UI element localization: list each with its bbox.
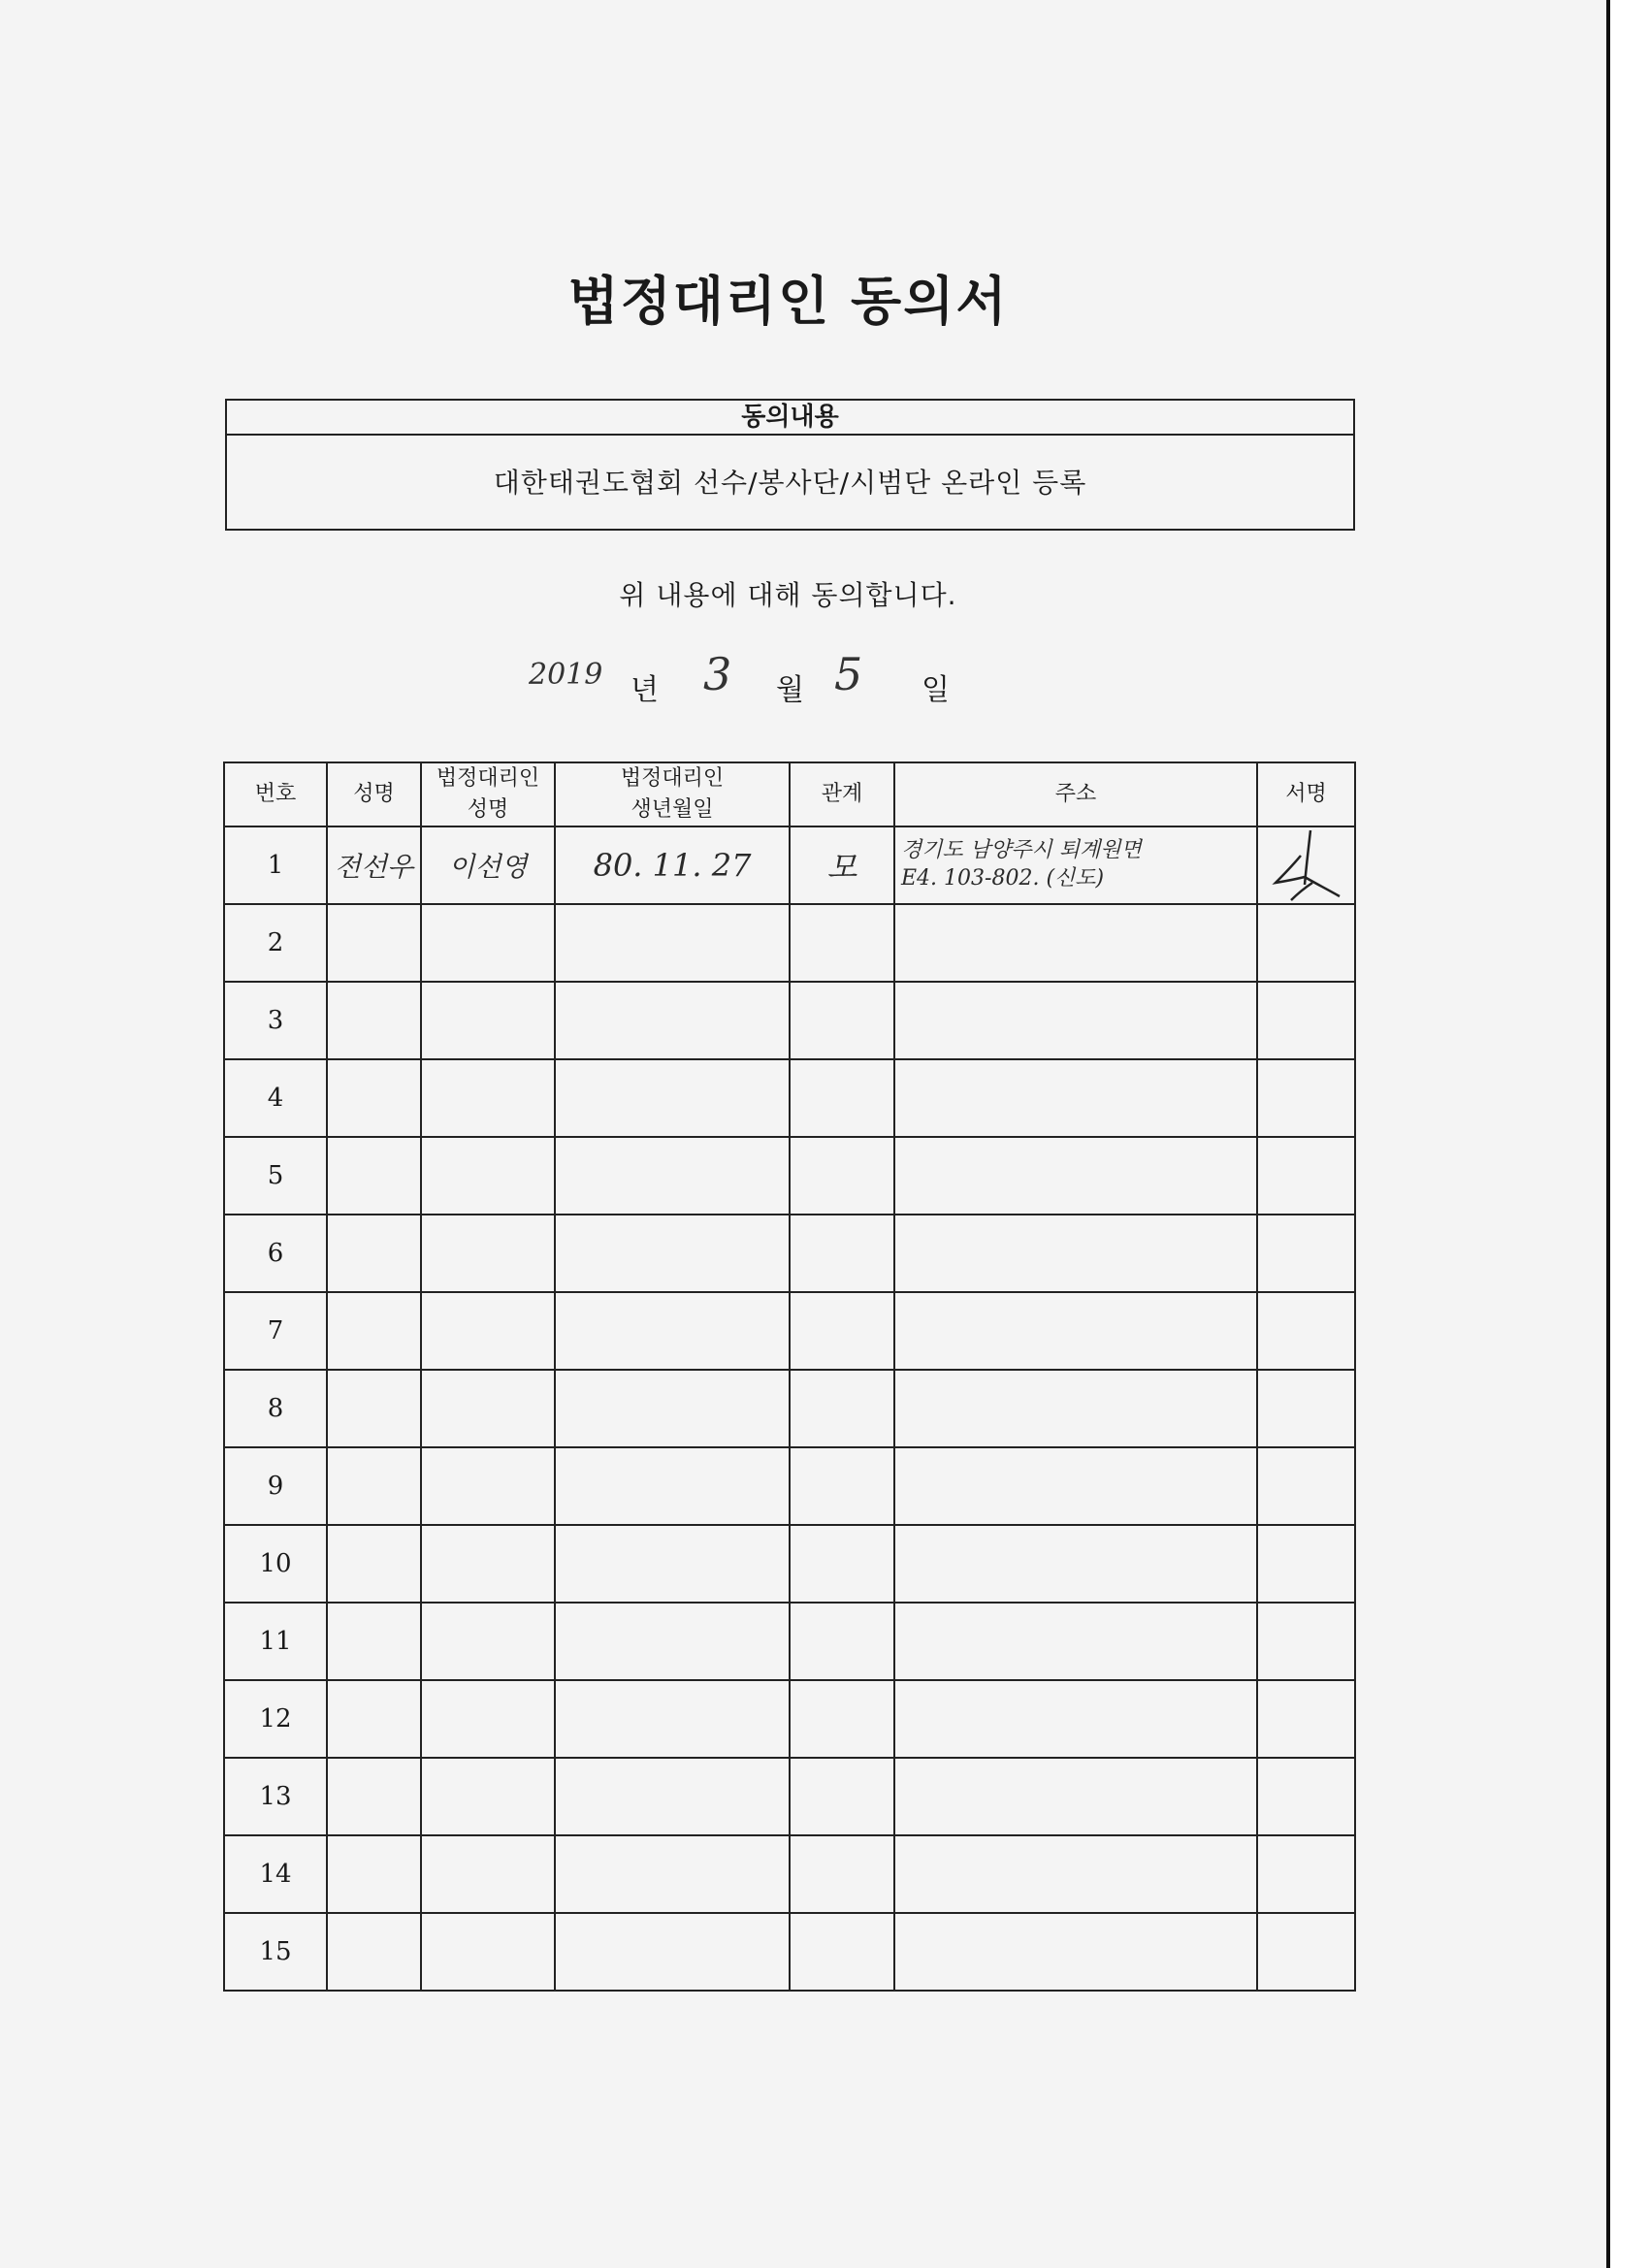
- row-no: 10: [224, 1525, 327, 1603]
- row-relation: [790, 1215, 894, 1292]
- row-guardian-name: [421, 1913, 555, 1991]
- row-relation: [790, 1680, 894, 1758]
- header-guardian-name-label: 법정대리인 성명: [436, 766, 540, 822]
- row-guardian-name: [421, 982, 555, 1059]
- row-guardian-name: [421, 1525, 555, 1603]
- row-guardian-birth: [555, 904, 790, 982]
- row-address-line2: E4. 103-802. (신도): [901, 866, 1105, 891]
- row-signature: [1257, 1525, 1355, 1603]
- row-address-line1: 경기도 남양주시 퇴계원면: [901, 838, 1142, 863]
- row-name: [327, 1913, 421, 1991]
- row-relation: [790, 1603, 894, 1680]
- row-no: 14: [224, 1835, 327, 1913]
- row-relation: [790, 1370, 894, 1447]
- row-name: [327, 1370, 421, 1447]
- row-guardian-name: [421, 1059, 555, 1137]
- row-name: [327, 982, 421, 1059]
- row-guardian-birth: [555, 1758, 790, 1835]
- row-address: [894, 1447, 1257, 1525]
- row-no: 2: [224, 904, 327, 982]
- row-relation: [790, 1913, 894, 1991]
- row-guardian-birth: 80. 11. 27: [555, 826, 790, 904]
- row-no: 12: [224, 1680, 327, 1758]
- row-signature: [1257, 1137, 1355, 1215]
- row-no: 15: [224, 1913, 327, 1991]
- consent-header: 동의내용: [227, 401, 1353, 436]
- row-guardian-name: [421, 1292, 555, 1370]
- handwritten-signature: [1268, 828, 1345, 902]
- consent-box: [225, 399, 1355, 531]
- row-guardian-birth: [555, 1059, 790, 1137]
- row-guardian-name: [421, 1370, 555, 1447]
- table-row: [224, 1835, 1355, 1913]
- table-row: [224, 1758, 1355, 1835]
- header-relation: 관계: [790, 762, 894, 826]
- date-month-label: 월: [776, 673, 804, 707]
- row-no: 13: [224, 1758, 327, 1835]
- row-no: 4: [224, 1059, 327, 1137]
- table-row: [224, 1137, 1355, 1215]
- row-name: [327, 1447, 421, 1525]
- table-row: [224, 1680, 1355, 1758]
- row-relation: [790, 982, 894, 1059]
- guardian-table: [223, 761, 1356, 1992]
- header-guardian-name: [421, 762, 555, 826]
- row-signature: [1257, 1292, 1355, 1370]
- row-name: 전선우: [327, 826, 421, 904]
- table-row: [224, 1603, 1355, 1680]
- row-guardian-name: [421, 1835, 555, 1913]
- row-relation: [790, 1292, 894, 1370]
- table-row: [224, 1215, 1355, 1292]
- row-name: [327, 1215, 421, 1292]
- row-signature: [1257, 1059, 1355, 1137]
- table-row: [224, 826, 1355, 904]
- row-relation: [790, 1137, 894, 1215]
- row-address: [894, 1137, 1257, 1215]
- row-no: 5: [224, 1137, 327, 1215]
- row-relation: [790, 1525, 894, 1603]
- row-guardian-name: [421, 904, 555, 982]
- row-signature: [1257, 982, 1355, 1059]
- row-no: 11: [224, 1603, 327, 1680]
- row-address: [894, 1370, 1257, 1447]
- row-no: 8: [224, 1370, 327, 1447]
- row-no: 1: [224, 826, 327, 904]
- row-guardian-name: [421, 1215, 555, 1292]
- row-guardian-birth: [555, 1913, 790, 1991]
- row-guardian-birth: [555, 1603, 790, 1680]
- row-signature: [1257, 1758, 1355, 1835]
- row-signature: [1257, 904, 1355, 982]
- row-name: [327, 1059, 421, 1137]
- row-address: [894, 1680, 1257, 1758]
- row-guardian-birth: [555, 1370, 790, 1447]
- row-name: [327, 904, 421, 982]
- table-row: [224, 1447, 1355, 1525]
- date-day-label: 일: [922, 673, 950, 707]
- row-name: [327, 1603, 421, 1680]
- row-guardian-name: [421, 1447, 555, 1525]
- scan-edge: [1606, 0, 1649, 2268]
- row-guardian-birth: [555, 1292, 790, 1370]
- row-no: 7: [224, 1292, 327, 1370]
- table-row: [224, 1059, 1355, 1137]
- table-row: [224, 904, 1355, 982]
- row-signature: [1257, 1215, 1355, 1292]
- row-address: [894, 1758, 1257, 1835]
- row-no: 6: [224, 1215, 327, 1292]
- row-address: [894, 1835, 1257, 1913]
- page-title: 법정대리인 동의서: [567, 271, 1009, 332]
- row-relation: [790, 1059, 894, 1137]
- row-guardian-name: 이선영: [421, 826, 555, 904]
- row-guardian-birth: [555, 1447, 790, 1525]
- row-signature: [1257, 826, 1355, 904]
- row-relation: [790, 1758, 894, 1835]
- row-address: [894, 826, 1257, 904]
- header-name: 성명: [327, 762, 421, 826]
- row-signature: [1257, 1913, 1355, 1991]
- row-relation: [790, 1835, 894, 1913]
- row-guardian-birth: [555, 1525, 790, 1603]
- row-address: [894, 1059, 1257, 1137]
- row-name: [327, 1835, 421, 1913]
- row-guardian-name: [421, 1603, 555, 1680]
- row-address: [894, 982, 1257, 1059]
- row-no: 9: [224, 1447, 327, 1525]
- row-name: [327, 1525, 421, 1603]
- row-guardian-name: [421, 1758, 555, 1835]
- consent-body: 대한태권도협회 선수/봉사단/시범단 온라인 등록: [493, 467, 1087, 499]
- row-address: [894, 1525, 1257, 1603]
- header-guardian-birth: [555, 762, 790, 826]
- date-day: 5: [834, 648, 863, 700]
- row-address: [894, 904, 1257, 982]
- table-row: [224, 1292, 1355, 1370]
- date-year: 2019: [529, 658, 603, 692]
- date-month: 3: [703, 648, 732, 700]
- row-address: [894, 1292, 1257, 1370]
- row-relation: [790, 1447, 894, 1525]
- row-guardian-birth: [555, 1137, 790, 1215]
- row-name: [327, 1758, 421, 1835]
- header-signature: 서명: [1257, 762, 1355, 826]
- row-guardian-birth: [555, 982, 790, 1059]
- row-signature: [1257, 1603, 1355, 1680]
- row-name: [327, 1680, 421, 1758]
- row-name: [327, 1137, 421, 1215]
- row-guardian-birth: [555, 1215, 790, 1292]
- row-address: [894, 1603, 1257, 1680]
- row-address: [894, 1215, 1257, 1292]
- table-row: [224, 1370, 1355, 1447]
- row-signature: [1257, 1370, 1355, 1447]
- row-name: [327, 1292, 421, 1370]
- row-guardian-name: [421, 1680, 555, 1758]
- row-relation: 모: [790, 826, 894, 904]
- row-no: 3: [224, 982, 327, 1059]
- row-guardian-name: [421, 1137, 555, 1215]
- row-signature: [1257, 1835, 1355, 1913]
- header-guardian-birth-label: 법정대리인 생년월일: [620, 766, 725, 822]
- table-row: [224, 1913, 1355, 1991]
- row-relation: [790, 904, 894, 982]
- date-year-label: 년: [630, 673, 659, 707]
- header-address: 주소: [894, 762, 1257, 826]
- header-no: 번호: [224, 762, 327, 826]
- agree-statement: 위 내용에 대해 동의합니다.: [619, 579, 957, 611]
- row-guardian-birth: [555, 1680, 790, 1758]
- row-signature: [1257, 1447, 1355, 1525]
- row-signature: [1257, 1680, 1355, 1758]
- row-guardian-birth: [555, 1835, 790, 1913]
- table-row: [224, 1525, 1355, 1603]
- row-address: [894, 1913, 1257, 1991]
- table-row: [224, 982, 1355, 1059]
- table-header-row: [224, 762, 1355, 826]
